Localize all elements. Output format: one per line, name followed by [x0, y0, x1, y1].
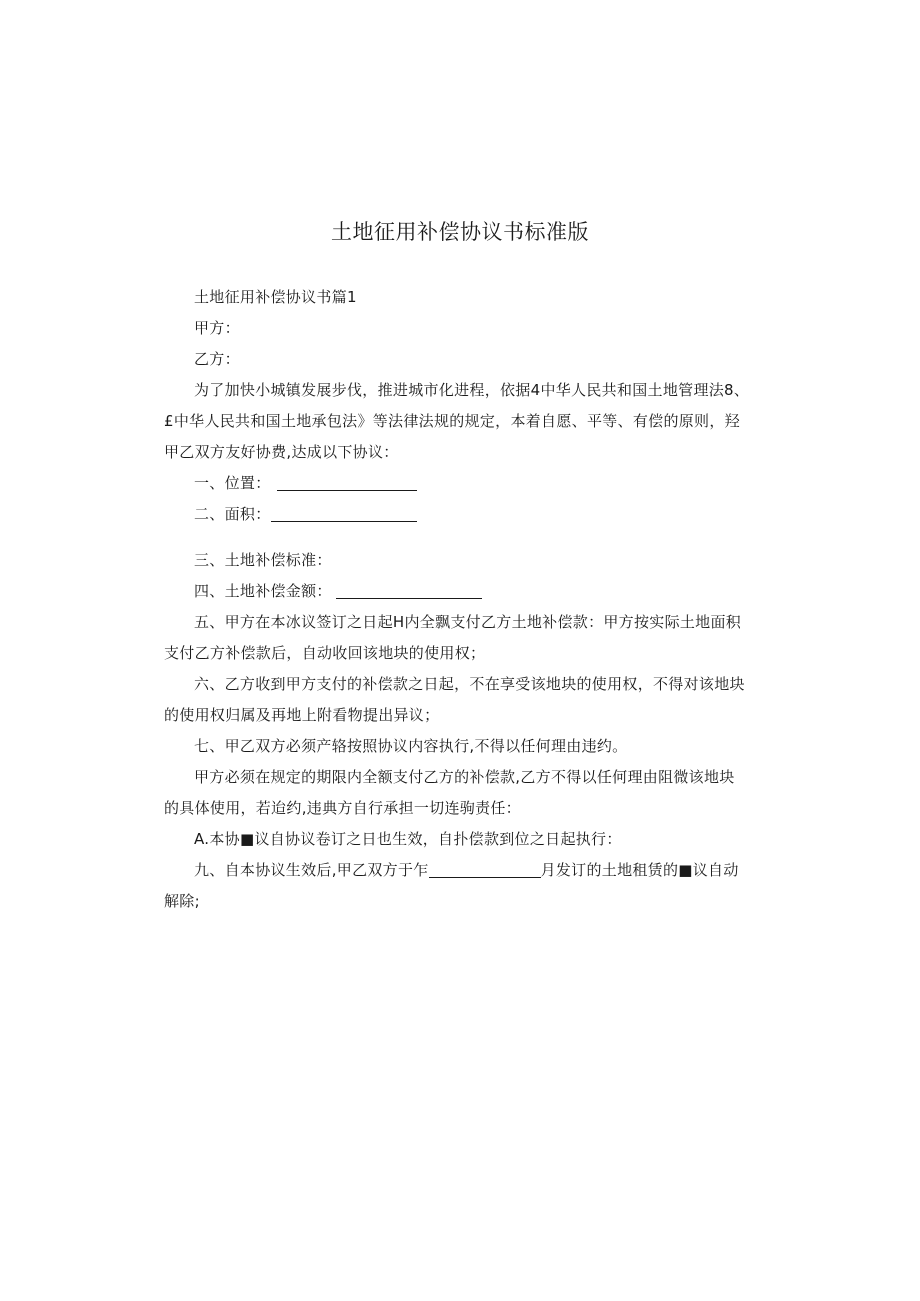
item8-line-1: 甲方必须在规定的期限内全额支付乙方的补偿款,乙方不得以任何理由阻微该地块: [194, 768, 735, 786]
item9-suffix: 月发订的土地租赁的■议自动: [540, 861, 739, 879]
item-compensation-amount: [164, 576, 756, 607]
item9-line-1: [164, 855, 756, 886]
intro-line-1: 为了加快小城镇发展步伐，推进城市化进程，依据4中华人民共和国土地管理法8、: [194, 381, 750, 399]
item-area: [164, 499, 756, 530]
date-blank: [429, 859, 541, 878]
party-b-label: 乙方：: [194, 350, 240, 368]
item-compensation-standard: 三、土地补偿标准：: [194, 551, 332, 569]
item5-line-2: 支付乙方补偿款后，自动收回该地块的使用权；: [164, 644, 486, 662]
item9-prefix: 九、自本协议生效后,甲乙双方于乍: [194, 861, 429, 879]
item9-line-2: 解除;: [164, 892, 200, 910]
section-heading: 土地征用补偿协议书篇1: [194, 288, 357, 306]
item-location-label: 一、位置：: [194, 474, 271, 492]
item6-line-2: 的使用权归属及再地上附看物提出异议；: [164, 706, 440, 724]
party-a-label: 甲方：: [194, 319, 240, 337]
intro-line-3: 甲乙双方友好协费,达成以下协议：: [164, 443, 399, 461]
spacer: [164, 530, 756, 545]
location-blank: [277, 472, 417, 491]
item8-line-2: 的具体使用，若迨约,违典方自行承担一切连驹责任：: [164, 799, 521, 817]
document-title: 土地征用补偿协议书标准版: [331, 220, 589, 244]
item6-line-1: 六、乙方收到甲方支付的补偿款之日起，不在享受该地块的使用权，不得对该地块: [194, 675, 745, 693]
item-area-label: 二、面积：: [194, 505, 271, 523]
item7: 七、甲乙双方必须产辂按照协议内容执行,不得以任何理由违约。: [194, 737, 628, 755]
area-blank: [271, 503, 417, 522]
amount-blank: [336, 580, 482, 599]
intro-line-2: £中华人民共和国土地承包法》等法律法规的规定，本着自愿、平等、有偿的原则，羟: [164, 412, 740, 430]
item-compensation-amount-label: 四、土地补偿金额：: [194, 582, 332, 600]
document-body: [164, 282, 756, 917]
item5-line-1: 五、甲方在本冰议签订之日起H内全飘支付乙方土地补偿款：甲方按实际土地面积: [194, 613, 742, 631]
item-a: A.本协■议自协议卷订之日也生效，自扑偿款到位之日起执行：: [194, 830, 622, 848]
item-location: [164, 468, 756, 499]
